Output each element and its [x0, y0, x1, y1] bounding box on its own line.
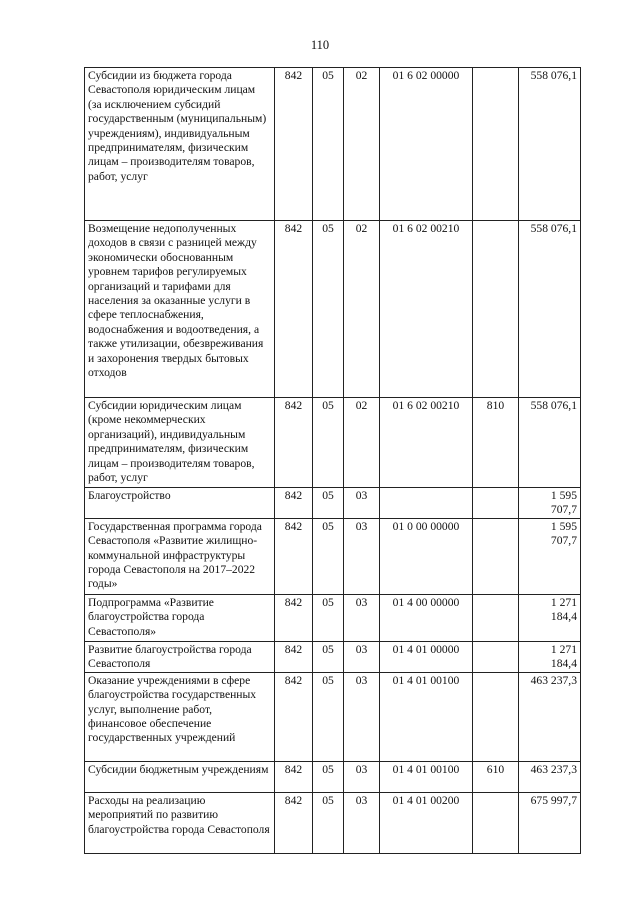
subsection-code-cell: 03 — [344, 641, 380, 672]
budget-table — [84, 67, 581, 854]
subsection-code-cell: 02 — [344, 68, 380, 221]
expense-type-cell: 610 — [473, 761, 519, 792]
expense-name-cell: Государственная программа города Севастополя «Развитие жилищно-коммунальной инфраструктуры города Севастополя на 2017–2022 годы» — [85, 518, 275, 594]
expense-name-cell: Подпрограмма «Развитие благоустройства города Севастополя» — [85, 594, 275, 641]
expense-name-cell: Субсидии юридическим лицам (кроме некоммерческих организаций), индивидуальным предпринимателям, физическим лицам – производителям товаров, работ, услуг — [85, 398, 275, 488]
section-code-cell: 05 — [313, 518, 344, 594]
expense-name-cell: Оказание учреждениями в сфере благоустройства государственных услуг, выполнение работ, финансовое обеспечение государственных учреждений — [85, 672, 275, 761]
ministry-code-cell: 842 — [275, 594, 313, 641]
target-article-cell: 01 6 02 00000 — [380, 68, 473, 221]
ministry-code-cell: 842 — [275, 398, 313, 488]
expense-name-cell: Благоустройство — [85, 488, 275, 519]
target-article-cell: 01 6 02 00210 — [380, 221, 473, 398]
expense-type-cell — [473, 792, 519, 853]
page-number: 110 — [310, 38, 330, 52]
expense-type-cell — [473, 68, 519, 221]
table-row — [85, 672, 581, 761]
target-article-cell — [380, 488, 473, 519]
ministry-code-cell: 842 — [275, 641, 313, 672]
expense-name-cell: Субсидии бюджетным учреждениям — [85, 761, 275, 792]
ministry-code-cell: 842 — [275, 672, 313, 761]
table-body — [85, 68, 581, 854]
amount-cell: 1 271 184,4 — [519, 594, 581, 641]
amount-cell: 1 595 707,7 — [519, 518, 581, 594]
section-code-cell: 05 — [313, 221, 344, 398]
amount-cell: 463 237,3 — [519, 672, 581, 761]
amount-cell: 558 076,1 — [519, 398, 581, 488]
section-code-cell: 05 — [313, 68, 344, 221]
target-article-cell: 01 4 01 00100 — [380, 761, 473, 792]
target-article-cell: 01 4 01 00100 — [380, 672, 473, 761]
subsection-code-cell: 03 — [344, 594, 380, 641]
table-row — [85, 488, 581, 519]
section-code-cell: 05 — [313, 594, 344, 641]
expense-type-cell — [473, 641, 519, 672]
subsection-code-cell: 03 — [344, 488, 380, 519]
ministry-code-cell: 842 — [275, 761, 313, 792]
expense-type-cell: 810 — [473, 398, 519, 488]
table-row — [85, 68, 581, 221]
expense-type-cell — [473, 672, 519, 761]
table-row — [85, 518, 581, 594]
target-article-cell: 01 4 01 00200 — [380, 792, 473, 853]
table-row — [85, 761, 581, 792]
table-row — [85, 792, 581, 853]
amount-cell: 1 271 184,4 — [519, 641, 581, 672]
amount-cell: 675 997,7 — [519, 792, 581, 853]
expense-name-cell: Развитие благоустройства города Севастополя — [85, 641, 275, 672]
subsection-code-cell: 03 — [344, 518, 380, 594]
expense-type-cell — [473, 518, 519, 594]
expense-type-cell — [473, 594, 519, 641]
subsection-code-cell: 03 — [344, 792, 380, 853]
subsection-code-cell: 03 — [344, 761, 380, 792]
ministry-code-cell: 842 — [275, 792, 313, 853]
subsection-code-cell: 03 — [344, 672, 380, 761]
table-row — [85, 594, 581, 641]
ministry-code-cell: 842 — [275, 518, 313, 594]
subsection-code-cell: 02 — [344, 398, 380, 488]
expense-name-cell: Возмещение недополученных доходов в связи с разницей между экономически обоснованным уровнем тарифов регулируемых организаций и тарифами для населения за оказанные услуги в сфере теплоснабжения, водоснабжения и водоотведения, а также утилизации, обезвреживания и захоронения твердых бытовых отходов — [85, 221, 275, 398]
section-code-cell: 05 — [313, 672, 344, 761]
ministry-code-cell: 842 — [275, 488, 313, 519]
target-article-cell: 01 0 00 00000 — [380, 518, 473, 594]
table-row — [85, 221, 581, 398]
ministry-code-cell: 842 — [275, 68, 313, 221]
section-code-cell: 05 — [313, 641, 344, 672]
subsection-code-cell: 02 — [344, 221, 380, 398]
amount-cell: 463 237,3 — [519, 761, 581, 792]
target-article-cell: 01 6 02 00210 — [380, 398, 473, 488]
amount-cell: 558 076,1 — [519, 68, 581, 221]
target-article-cell: 01 4 01 00000 — [380, 641, 473, 672]
table-row — [85, 641, 581, 672]
expense-type-cell — [473, 488, 519, 519]
amount-cell: 558 076,1 — [519, 221, 581, 398]
expense-type-cell — [473, 221, 519, 398]
target-article-cell: 01 4 00 00000 — [380, 594, 473, 641]
amount-cell: 1 595 707,7 — [519, 488, 581, 519]
ministry-code-cell: 842 — [275, 221, 313, 398]
section-code-cell: 05 — [313, 488, 344, 519]
table-row — [85, 398, 581, 488]
expense-name-cell: Расходы на реализацию мероприятий по развитию благоустройства города Севастополя — [85, 792, 275, 853]
section-code-cell: 05 — [313, 398, 344, 488]
section-code-cell: 05 — [313, 761, 344, 792]
expense-name-cell: Субсидии из бюджета города Севастополя юридическим лицам (за исключением субсидий государственным (муниципальным) учреждениям), индивидуальным предпринимателям, физическим лицам – производителям товаров, работ, услуг — [85, 68, 275, 221]
section-code-cell: 05 — [313, 792, 344, 853]
